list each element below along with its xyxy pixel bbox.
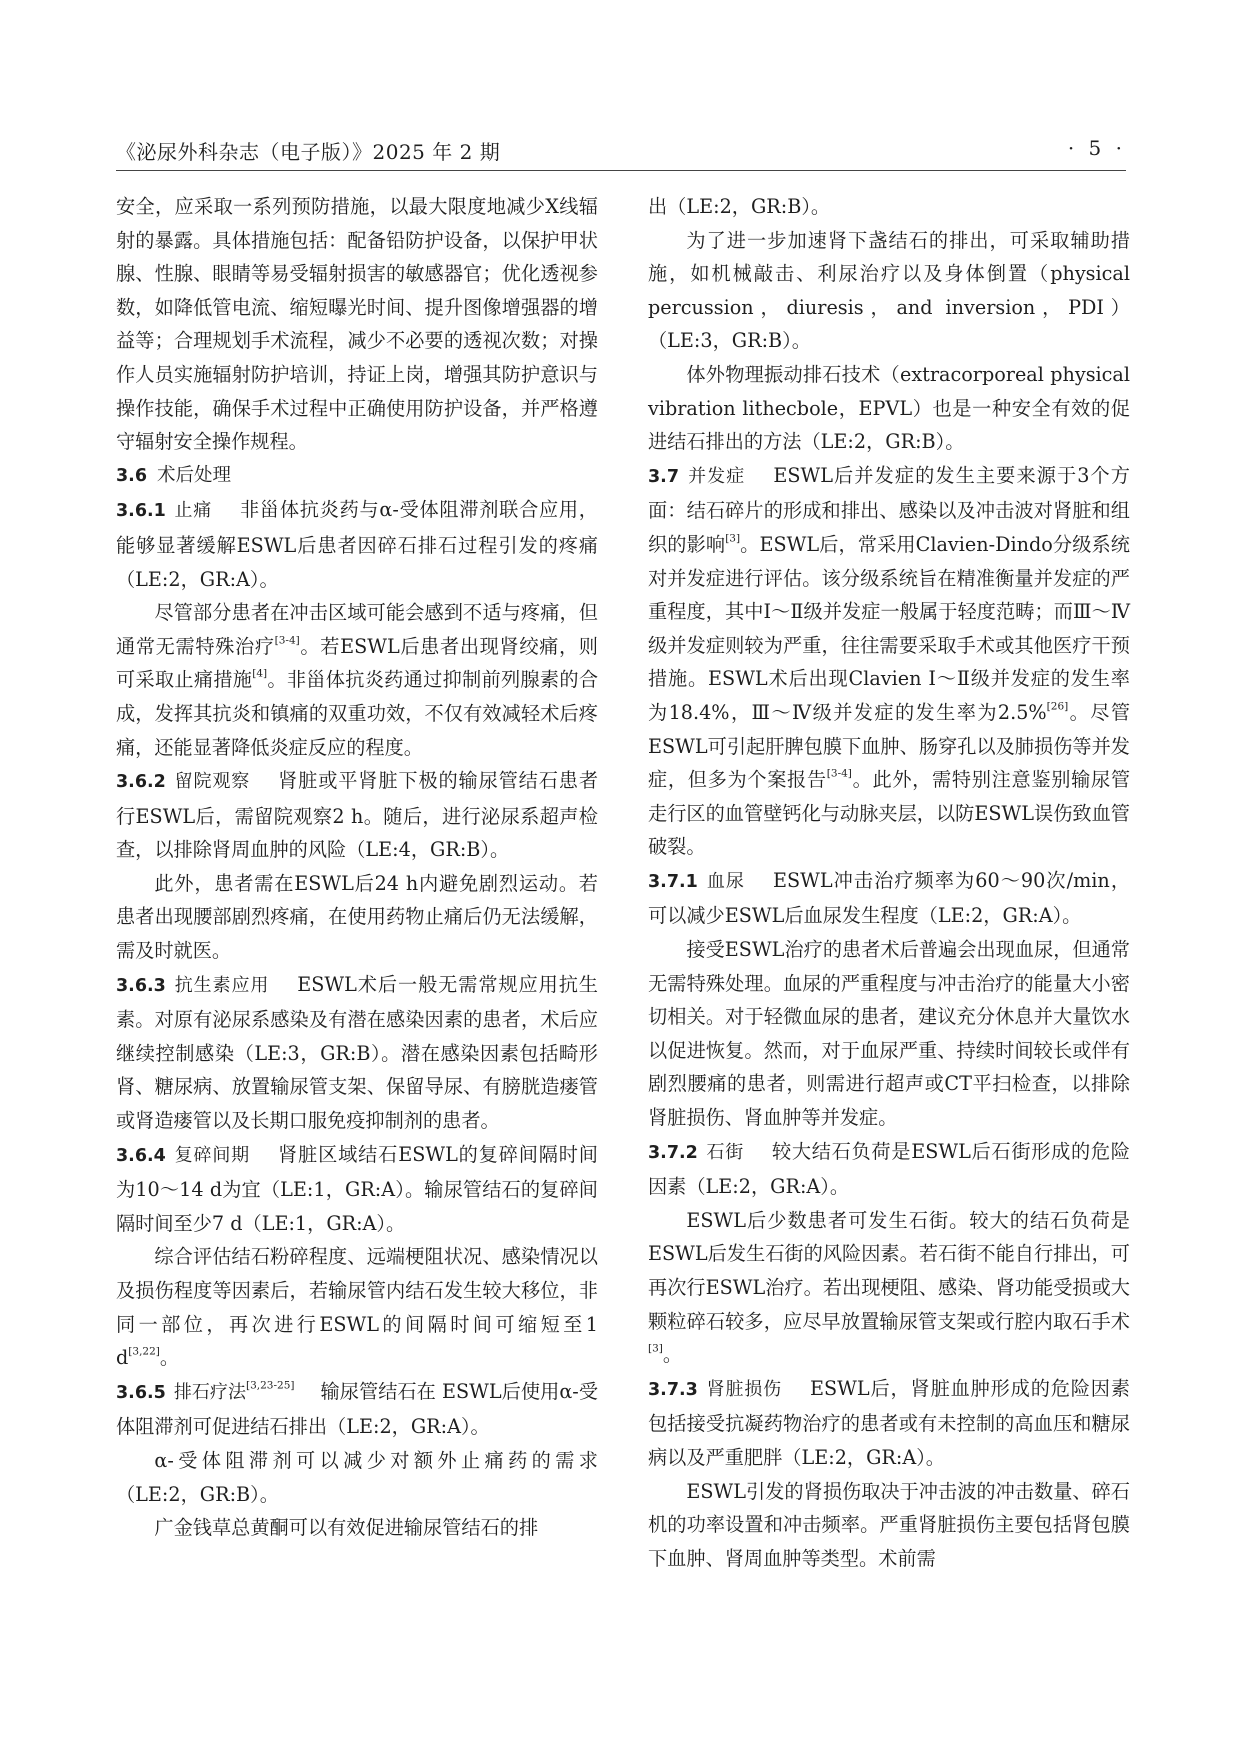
paragraph: 此外，患者需在ESWL后24 h内避免剧烈运动。若患者出现腰部剧烈疼痛，在使用药物止痛后仍无法缓解，需及时就医。 — [116, 871, 598, 963]
subsection-number: 3.7.2 — [648, 1142, 698, 1163]
subsection-text: 肾脏或平肾脏下极的输尿管结石患者行ESWL后，需留院观察2 h。随后，进行泌尿系超声检查，以排除肾周血肿的风险（LE:4，GR:B）。 — [116, 769, 599, 862]
subsection-number: 3.6.1 — [116, 501, 166, 522]
section-number: 3.6 — [116, 465, 148, 486]
subsection-3-6-1 — [116, 493, 598, 596]
paragraph: 综合评估结石粉碎程度、远端梗阻状况、感染情况以及损伤程度等因素后，若输尿管内结石发生较大移位，非同一部位，再次进行ESWL的间隔时间可缩短至1 d[3,22]。 — [116, 1245, 598, 1370]
subsection-text: ESWL后，肾脏血肿形成的危险因素包括接受抗凝药物治疗的患者或有未控制的高血压和糖尿病以及严重肥胖（LE:2，GR:A）。 — [648, 1376, 1130, 1469]
citation: [4] — [252, 667, 268, 680]
paragraph: 接受ESWL治疗的患者术后普遍会出现血尿，但通常无需特殊处理。血尿的严重程度与冲击治疗的能量大小密切相关。对于轻微血尿的患者，建议充分休息并大量饮水以促进恢复。然而，对于血尿严重、持续时间较长或伴有剧烈腰痛的患者，则需进行超声或CT平扫检查，以排除肾脏损伤、肾血肿等并发症。 — [648, 938, 1130, 1130]
section-number: 3.7 — [648, 466, 680, 487]
subsection-number: 3.6.4 — [116, 1145, 166, 1166]
subsection-title: 石街 — [705, 1141, 744, 1163]
citation: [26] — [1046, 700, 1069, 713]
subsection-3-6-5 — [116, 1375, 598, 1444]
paragraph: 广金钱草总黄酮可以有效促进输尿管结石的排 — [154, 1516, 539, 1540]
subsection-title: 血尿 — [705, 870, 745, 892]
right-column — [648, 190, 1130, 1575]
subsection-3-6-2 — [116, 764, 598, 867]
subsection-number: 3.6.2 — [116, 772, 166, 793]
page-header — [116, 136, 1126, 172]
header-rule — [116, 170, 1126, 171]
citation: [3,22] — [128, 1345, 160, 1358]
section-heading-3-6 — [116, 459, 598, 494]
subsection-title: 排石疗法 — [173, 1381, 247, 1403]
section-title: 术后处理 — [157, 464, 232, 486]
subsection-3-6-3 — [116, 968, 598, 1138]
paragraph: 出（LE:2，GR:B）。 — [648, 195, 831, 218]
subsection-number: 3.6.3 — [116, 975, 166, 996]
paragraph: 尽管部分患者在冲击区域可能会感到不适与疼痛，但通常无需特殊治疗[3-4]。若ESWL后患者出现肾绞痛，则可采取止痛措施[4]。非甾体抗炎药通过抑制前列腺素的合成，发挥其抗炎和镇痛的双重功效，不仅有效减轻术后疼痛，还能显著降低炎症反应的程度。 — [116, 601, 599, 759]
subsection-text: 肾脏区域结石ESWL的复碎间隔时间为10～14 d为宜（LE:1，GR:A）。输尿管结石的复碎间隔时间至少7 d（LE:1，GR:A）。 — [116, 1142, 598, 1235]
paragraph: 安全，应采取一系列预防措施，以最大限度地减少X线辐射的暴露。具体措施包括：配备铅防护设备，以保护甲状腺、性腺、眼睛等易受辐射损害的敏感器官；优化透视参数，如降低管电流、缩短曝光时间、提升图像增强器的增益等；合理规划手术流程，减少不必要的透视次数；对操作人员实施辐射防护培训，持证上岗，增强其防护意识与操作技能，确保手术过程中正确使用防护设备，并严格遵守辐射安全操作规程。 — [116, 195, 598, 454]
subsection-number: 3.6.5 — [116, 1382, 166, 1403]
subsection-title: 止痛 — [173, 500, 213, 522]
subsection-number: 3.7.3 — [648, 1379, 698, 1400]
page-number: · 5 · — [1067, 136, 1126, 160]
paragraph: ESWL引发的肾损伤取决于冲击波的冲击数量、碎石机的功率设置和冲击频率。严重肾脏损伤主要包括肾包膜下血肿、肾周血肿等类型。术前需 — [648, 1479, 1130, 1570]
subsection-3-7-3 — [648, 1372, 1130, 1475]
subsection-3-7-2 — [648, 1135, 1130, 1204]
subsection-title: 抗生素应用 — [173, 974, 270, 996]
citation: [3-4] — [826, 767, 852, 780]
paragraph: 为了进一步加速肾下盏结石的排出，可采取辅助措施，如机械敲击、利尿治疗以及身体倒置（physical percussion，diuresis，and inversion，PDI）（LE:3，GR:B）。 — [648, 228, 1130, 353]
left-column — [116, 190, 598, 1545]
subsection-title: 留院观察 — [173, 771, 251, 793]
journal-title: 《泌尿外科杂志（电子版）》2025 年 2 期 — [116, 140, 501, 164]
section-heading-3-7: 3.7 并发症 ESWL后并发症的发生主要来源于3个方面：结石碎片的形成和排出、感染以及冲击波对肾脏和组织的影响[3]。ESWL后，常采用Clavien-Dindo分级系统对并发症进行评估。该分级系统旨在精准衡量并发症的严重程度，其中Ⅰ～Ⅱ级并发症一般属于轻度范畴；而Ⅲ～Ⅳ级并发症则较为严重，往往需要采取手术或其他医疗干预措施。ESWL术后出现Clavien Ⅰ～Ⅱ级并发症的发生率为18.4%，Ⅲ～Ⅳ级并发症的发生率为2.5%[26]。尽管ESWL可引起肝脾包膜下血肿、肠穿孔以及肺损伤等并发症，但多为个案报告[3-4]。此外，需特别注意鉴别输尿管走行区的血管壁钙化与动脉夹层，以防ESWL误伤致血管破裂。 — [648, 463, 1131, 859]
subsection-title: 肾脏损伤 — [705, 1378, 783, 1400]
subsection-text: 输尿管结石在 ESWL后使用α-受体阻滞剂可促进结石排出（LE:2，GR:A）。 — [116, 1379, 599, 1439]
citation: [3] — [725, 532, 741, 545]
subsection-text: ESWL冲击治疗频率为60～90次/min，可以减少ESWL后血尿发生程度（LE:2，GR:A）。 — [648, 868, 1130, 928]
citation: [3,23-25] — [246, 1379, 295, 1392]
paragraph: 体外物理振动排石技术（extracorporeal physical vibration lithecbole，EPVL）也是一种安全有效的促进结石排出的方法（LE:2，GR:B）。 — [648, 362, 1130, 454]
section-title: 并发症 — [687, 465, 746, 487]
subsection-3-7-1 — [648, 864, 1130, 933]
subsection-text: 非甾体抗炎药与α-受体阻滞剂联合应用，能够显著缓解ESWL后患者因碎石排石过程引发的疼痛（LE:2，GR:A）。 — [116, 498, 598, 591]
paragraph: α-受体阻滞剂可以减少对额外止痛药的需求（LE:2，GR:B）。 — [116, 1448, 598, 1506]
paragraph: ESWL后少数患者可发生石街。较大的结石负荷是ESWL后发生石街的风险因素。若石街不能自行排出，可再次行ESWL治疗。若出现梗阻、感染、肾功能受损或大颗粒碎石较多，应尽早放置输尿管支架或行腔内取石手术[3]。 — [648, 1208, 1130, 1367]
subsection-text: 较大结石负荷是ESWL后石街形成的危险因素（LE:2，GR:A）。 — [648, 1139, 1130, 1199]
citation: [3-4] — [274, 634, 300, 647]
subsection-title: 复碎间期 — [173, 1144, 251, 1166]
subsection-number: 3.7.1 — [648, 871, 698, 892]
citation: [3] — [648, 1342, 663, 1355]
subsection-3-6-4 — [116, 1138, 598, 1241]
subsection-text: ESWL术后一般无需常规应用抗生素。对原有泌尿系感染及有潜在感染因素的患者，术后应继续控制感染（LE:3，GR:B）。潜在感染因素包括畸形肾、糖尿病、放置输尿管支架、保留导尿、有膀胱造瘘管或肾造瘘管以及长期口服免疫抑制剂的患者。 — [116, 972, 598, 1133]
